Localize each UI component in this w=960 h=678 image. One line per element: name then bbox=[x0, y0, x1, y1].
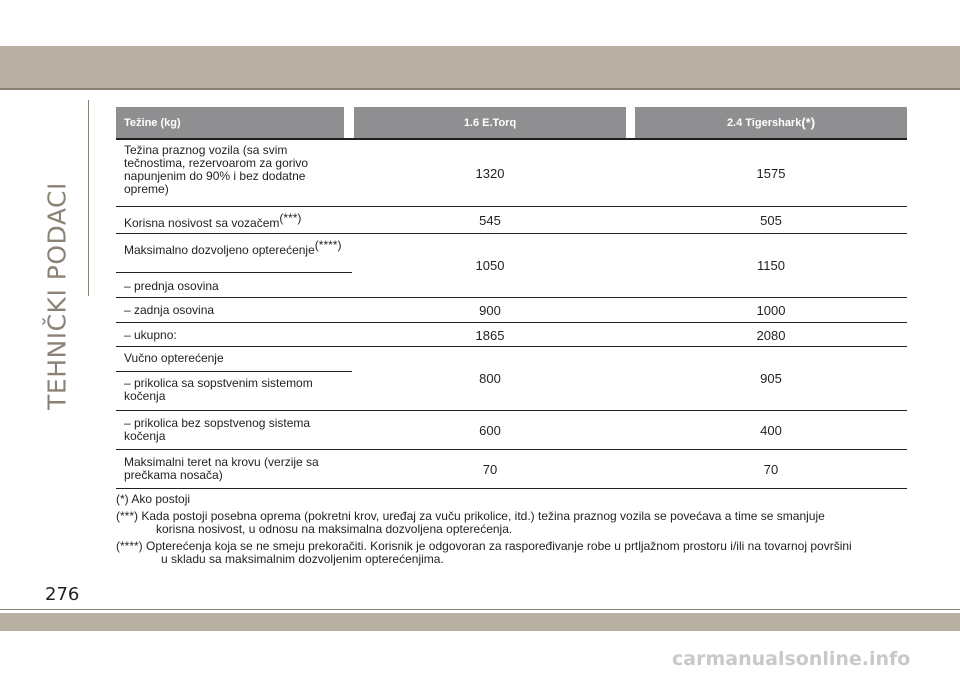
row-label-footnote: (****) bbox=[314, 238, 342, 252]
row-label bbox=[124, 212, 346, 230]
row-label-text: Maksimalno dozvoljeno opterećenje bbox=[124, 243, 315, 257]
header-rule bbox=[0, 88, 960, 90]
row-value-engine-1: 1050 bbox=[475, 258, 505, 273]
footnote-special-equipment bbox=[116, 510, 916, 537]
row-value-engine-2: 1000 bbox=[756, 303, 786, 318]
row-label: Težina praznog vozila (sa svim tečnostima, rezervoarom za gorivo napunjenim do 90% i bez dodatne opreme) bbox=[124, 143, 309, 196]
table-row bbox=[116, 323, 907, 347]
table-row bbox=[116, 234, 907, 298]
footnote-line: (****) Opterećenja koja se ne smeju prekoračiti. Korisnik je odgovoran za raspoređivanje robe u prtljažnom prostoru i/ili na tovarnoj površini bbox=[116, 538, 852, 553]
table-row bbox=[116, 298, 907, 323]
header-engine-2-label: 2.4 Tigershark bbox=[726, 116, 802, 129]
footnotes bbox=[116, 493, 916, 570]
row-value-engine-1: 1865 bbox=[475, 328, 505, 343]
watermark: carmanualsonline.info bbox=[672, 648, 911, 670]
footnote-line: (***) Kada postoji posebna oprema (pokretni krov, uređaj za vuču prikolice, itd.) težina praznog vozila se povećava a time se smanjuje bbox=[116, 508, 825, 523]
row-label bbox=[124, 239, 346, 257]
header-engine-2-footnote: (*) bbox=[801, 115, 816, 130]
footnote-line: u skladu sa maksimalnim dozvoljenim opterećenjima. bbox=[161, 552, 444, 566]
table-header bbox=[116, 107, 907, 140]
footnote-load-limits bbox=[116, 540, 916, 567]
row-value-engine-2: 905 bbox=[760, 371, 782, 386]
row-value-engine-2: 1150 bbox=[757, 258, 785, 273]
row-value-engine-2: 2080 bbox=[756, 328, 786, 343]
header-engine-1-label: 1.6 E.Torq bbox=[463, 116, 517, 129]
weights-table bbox=[116, 107, 907, 489]
header-weights bbox=[116, 107, 344, 138]
row-value-engine-2: 400 bbox=[760, 423, 782, 438]
footer-band bbox=[0, 613, 960, 631]
row-value-engine-2: 1575 bbox=[756, 166, 786, 181]
row-value-engine-1: 800 bbox=[479, 371, 501, 386]
row-label: Maksimalni teret na krovu (verzije sa prečkama nosača) bbox=[124, 455, 319, 482]
row-label: – zadnja osovina bbox=[124, 303, 215, 317]
footnote-optional: (*) Ako postoji bbox=[116, 492, 191, 506]
section-title: TEHNIČKI PODACI bbox=[42, 182, 72, 410]
table-row bbox=[116, 347, 907, 411]
row-label: Vučno opterećenje bbox=[124, 351, 224, 365]
table-row bbox=[116, 411, 907, 450]
page-number: 276 bbox=[45, 584, 80, 605]
table-row bbox=[116, 207, 907, 234]
header-weights-label: Težine (kg) bbox=[124, 116, 181, 129]
sub-row-label: – prednja osovina bbox=[124, 279, 219, 293]
row-value-engine-2: 70 bbox=[763, 462, 779, 477]
header-engine-2 bbox=[635, 107, 907, 138]
row-value-engine-1: 70 bbox=[482, 462, 498, 477]
row-value-engine-2: 505 bbox=[760, 213, 782, 228]
footnote-line: korisna nosivost, u odnosu na maksimalna dozvoljena opterećenja. bbox=[156, 522, 513, 536]
sub-row-divider bbox=[116, 371, 352, 372]
sub-row-divider bbox=[116, 272, 352, 273]
row-label-footnote: (***) bbox=[279, 211, 302, 225]
row-label: – prikolica bez sopstvenog sistema kočenja bbox=[124, 416, 311, 443]
header-engine-1 bbox=[354, 107, 626, 138]
footer-rule bbox=[0, 609, 960, 610]
row-label: – ukupno: bbox=[124, 328, 177, 342]
row-value-engine-1: 545 bbox=[479, 213, 501, 228]
header-band bbox=[0, 46, 960, 88]
section-title-rule bbox=[88, 100, 89, 296]
row-value-engine-1: 900 bbox=[479, 303, 501, 318]
sub-row-label: – prikolica sa sopstvenim sistemom kočenja bbox=[124, 376, 313, 403]
table-row bbox=[116, 140, 907, 207]
table-row bbox=[116, 450, 907, 489]
row-value-engine-1: 1320 bbox=[475, 166, 505, 181]
row-label-text: Korisna nosivost sa vozačem bbox=[124, 216, 280, 230]
row-value-engine-1: 600 bbox=[479, 423, 501, 438]
